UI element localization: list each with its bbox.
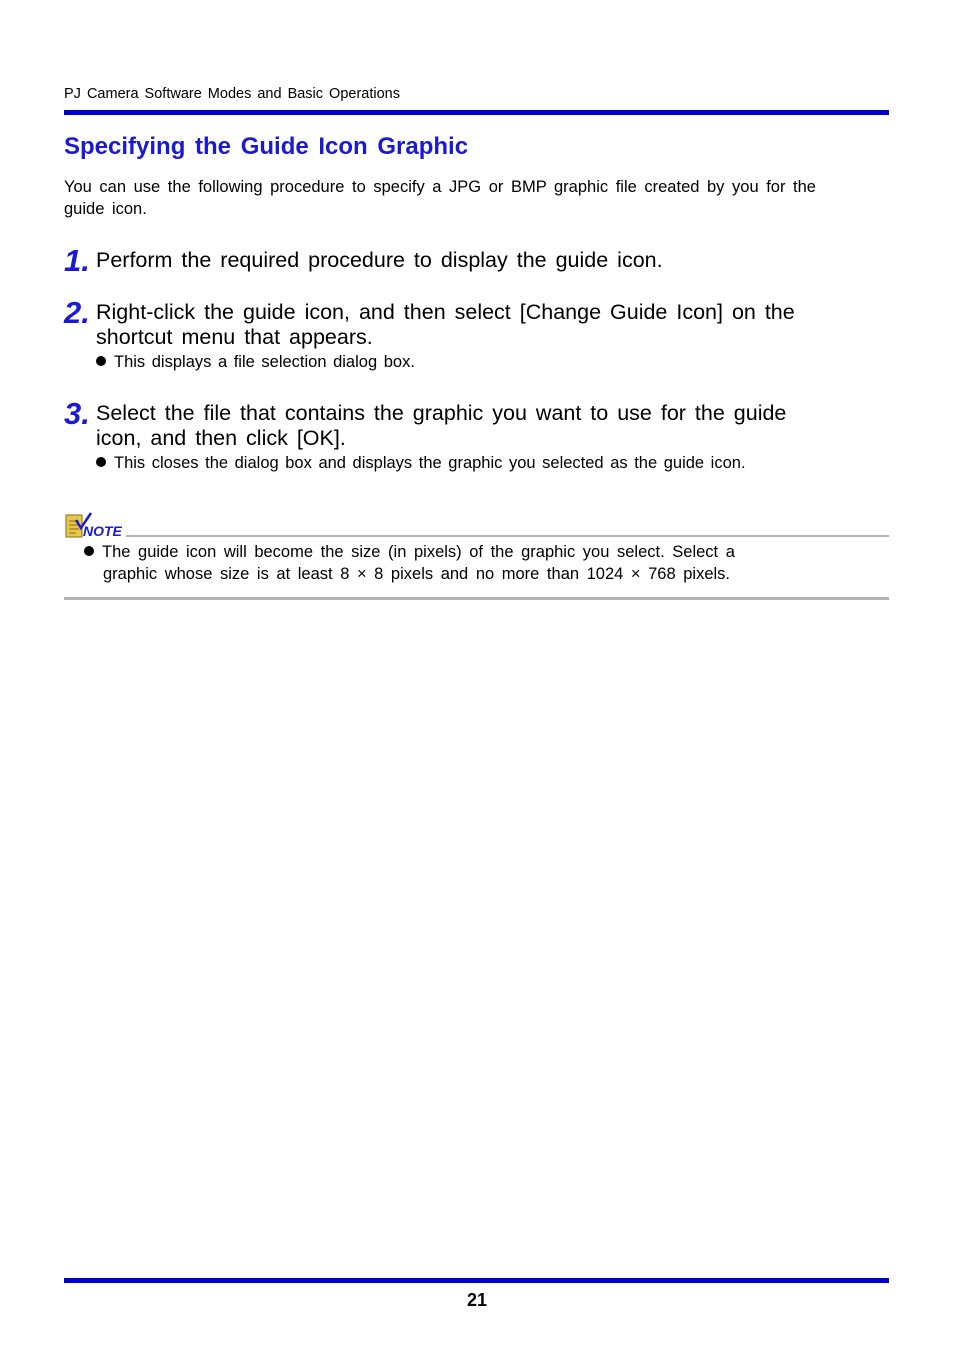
note-icon [64, 512, 122, 540]
step-number: 2. [64, 295, 90, 330]
note-line-1: The guide icon will become the size (in pixels) of the graphic you select. Select a [102, 543, 735, 561]
step-text-line-1: Right-click the guide icon, and then select [Change Guide Icon] on the [96, 300, 795, 324]
running-head: PJ Camera Software Modes and Basic Operations [64, 86, 400, 102]
step-3 [64, 397, 854, 477]
step-1 [64, 244, 854, 278]
bullet-dot-icon [84, 546, 94, 556]
bullet-text: This closes the dialog box and displays the graphic you selected as the guide icon. [114, 454, 746, 472]
step-bullet [96, 452, 856, 474]
step-2 [64, 296, 854, 376]
bullet-dot-icon [96, 356, 106, 366]
page-number: 21 [466, 1290, 488, 1310]
section-title: Specifying the Guide Icon Graphic [64, 133, 469, 160]
step-number: 1. [64, 243, 90, 278]
step-text-line-2: icon, and then click [OK]. [96, 426, 346, 450]
section-intro: You can use the following procedure to specify a JPG or BMP graphic file created by you for the guide icon. [64, 178, 816, 218]
step-number: 3. [64, 396, 90, 431]
step-text: Perform the required procedure to display the guide icon. [96, 248, 663, 272]
step-text-line-1: Select the file that contains the graphic you want to use for the guide [96, 401, 787, 425]
bullet-text: This displays a file selection dialog box. [114, 353, 415, 371]
step-text-line-2: shortcut menu that appears. [96, 325, 373, 349]
note-line-2: graphic whose size is at least 8 × 8 pixels and no more than 1024 × 768 pixels. [103, 565, 731, 583]
step-text [96, 300, 856, 350]
note-top-rule [126, 535, 889, 537]
bullet-dot-icon [96, 457, 106, 467]
header-rule [64, 110, 889, 115]
note-label: NOTE [83, 523, 122, 539]
note-item [84, 541, 844, 585]
note-bottom-rule [64, 597, 889, 600]
step-bullet [96, 351, 856, 373]
step-text [96, 401, 856, 451]
footer-rule [64, 1278, 889, 1283]
